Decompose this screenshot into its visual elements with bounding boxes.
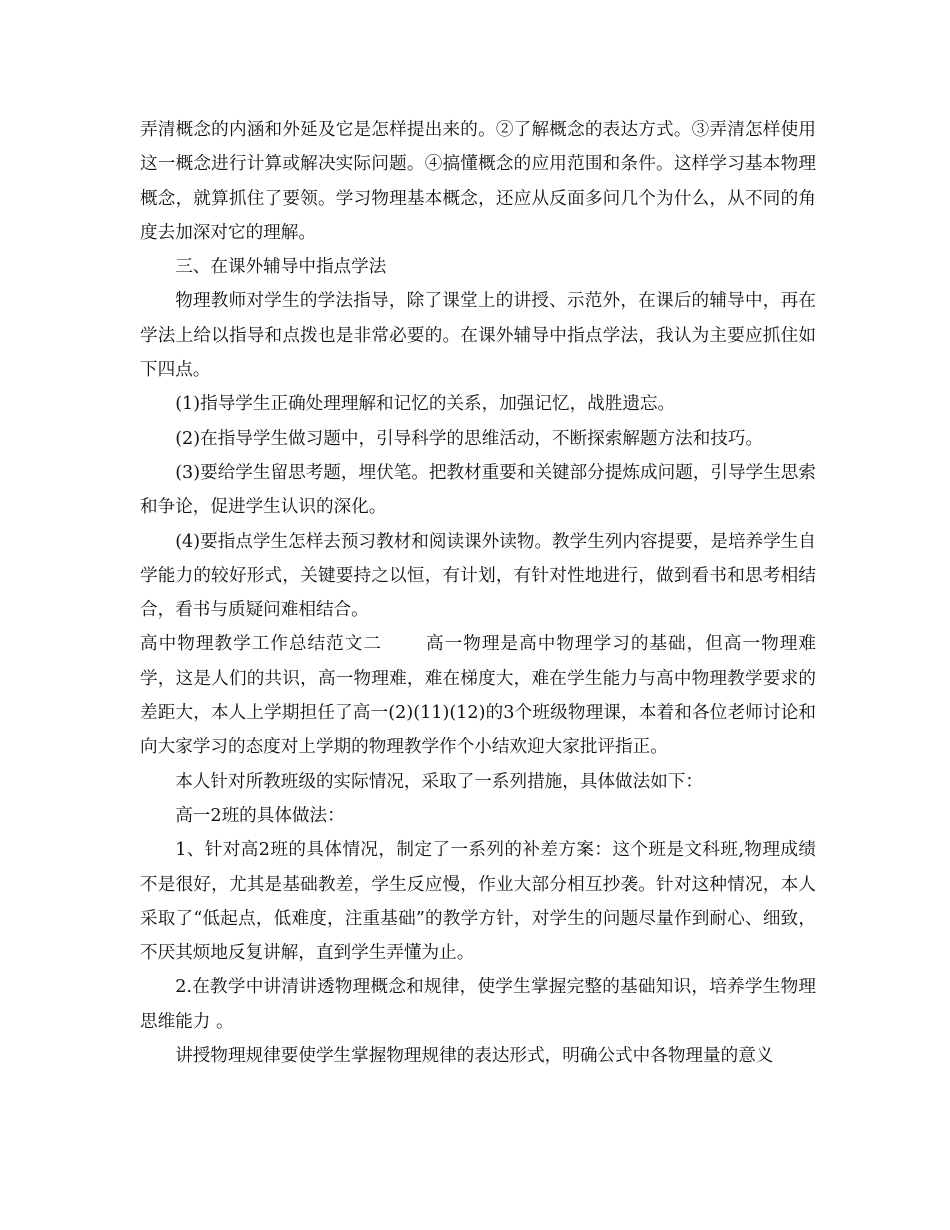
paragraph-measures-intro: 本人针对所教班级的实际情况，采取了一系列措施，具体做法如下： [175, 771, 704, 792]
paragraph-summary-two [140, 627, 816, 764]
paragraph-summary-two-text: 高一物理是高中物理学习的基础，但高一物理难学，这是人们的共识，高一物理难，难在梯度大，难在学生能力与高中物理教学要求的差距大，本人上学期担任了高一(2)(11)(12)的3个班级物理课，本着和各位老师讨论和向大家学习的态度对上学期的物理教学作个小结欢迎大家批评指正。 [140, 634, 816, 758]
paragraph-teaching-laws: 讲授物理规律要使学生掌握物理规律的表达形式，明确公式中各物理量的意义 [175, 1046, 774, 1067]
list-item-4: (4)要指点学生怎样去预习教材和阅读课外读物。教学生列内容提要，是培养学生自学能力的较好形式，关键要持之以恒，有计划，有针对性地进行，做到看书和思考相结合，看书与质疑问难相结合。 [140, 531, 816, 621]
list-item-1: (1)指导学生正确处理理解和记忆的关系，加强记忆，战胜遗忘。 [175, 394, 676, 415]
subheading-class-2: 高一2班的具体做法： [175, 805, 345, 826]
document-body [140, 113, 816, 1073]
list-item-2: (2)在指导学生做习题中，引导科学的思维活动，不断探索解题方法和技巧。 [175, 428, 764, 449]
paragraph-teacher-guidance: 物理教师对学生的学法指导，除了课堂上的讲授、示范外，在课后的辅导中，再在学法上给以指导和点拨也是非常必要的。在课外辅导中指点学法，我认为主要应抓住如下四点。 [140, 291, 816, 381]
paragraph-concept-method: 弄清概念的内涵和外延及它是怎样提出来的。②了解概念的表达方式。③弄清怎样使用这一概念进行计算或解决实际问题。④搞懂概念的应用范围和条件。这样学习基本物理概念，就算抓住了要领。学习物理基本概念，还应从反面多问几个为什么，从不同的角度去加深对它的理解。 [140, 120, 816, 243]
list-item-3: (3)要给学生留思考题，埋伏笔。把教材重要和关键部分提炼成问题，引导学生思索和争论，促进学生认识的深化。 [140, 462, 816, 518]
section-heading-after-class-guidance: 三、在课外辅导中指点学法 [175, 257, 387, 278]
paragraph-measure-1: 1、针对高2班的具体情况，制定了一系列的补差方案：这个班是文科班,物理成绩不是很好，尤其是基础教差，学生反应慢，作业大部分相互抄袭。针对这种情况，本人采取了“低起点，低难度，注重基础”的教学方针，对学生的问题尽量作到耐心、细致，不厌其烦地反复讲解，直到学生弄懂为止。 [140, 840, 816, 964]
article-title-summary-two: 高中物理教学工作总结范文二 [140, 634, 383, 655]
paragraph-measure-2: 2.在教学中讲清讲透物理概念和规律，使学生掌握完整的基础知识，培养学生物理思维能力 。 [140, 977, 816, 1032]
